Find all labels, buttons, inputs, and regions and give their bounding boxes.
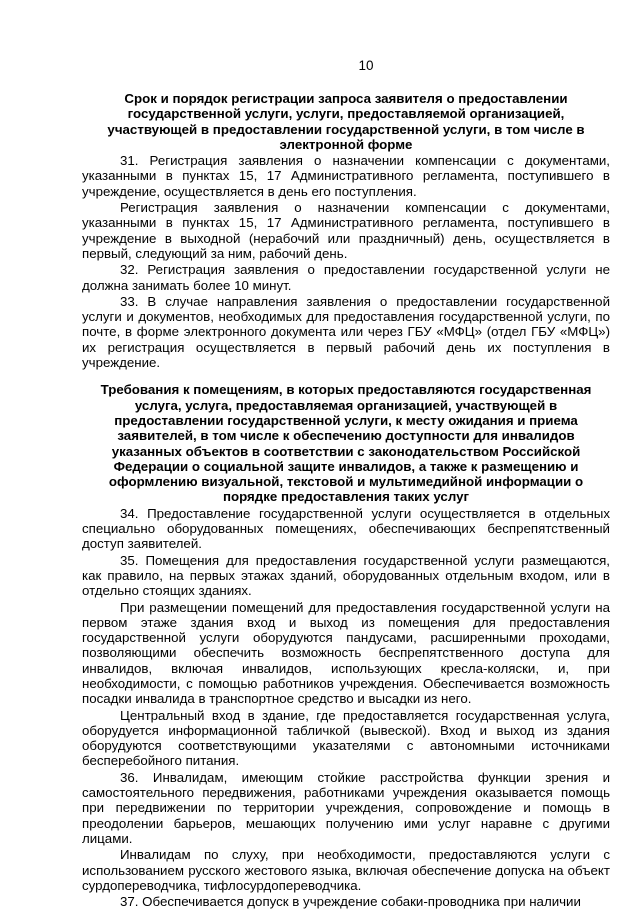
section-heading-premises: Требования к помещениям, в которых предоставляются государственная услуга, услуга, предоставляемая организацией, участвующей в предоставлении государственной услуги, к месту ожидания и приема заявителей, в том числе к обеспечению доступности для инвалидов указанных объектов в соответствии с законодательством Российской Федерации о социальной защите инвалидов, а также к размещению и оформлению визуальной, текстовой и мультимедийной информации о порядке предоставления таких услуг <box>100 382 592 505</box>
paragraph-32: 32. Регистрация заявления о предоставлении государственной услуги не должна занимать более 10 минут. <box>82 262 610 293</box>
paragraph-35-ground-floor: При размещении помещений для предоставления государственной услуги на первом этаже здания вход и выход из помещения для предоставления государственной услуги оборудуются пандусами, расширенными проходами, позволяющими обеспечить возможность беспрепятственного доступа для инвалидов, включая инвалидов, использующих кресла-коляски, и, при необходимости, с помощью работников учреждения. Обеспечивается возможность посадки инвалида в транспортное средство и высадки из него. <box>82 599 610 707</box>
paragraph-36: 36. Инвалидам, имеющим стойкие расстройства функции зрения и самостоятельного передвижения, работниками учреждения оказывается помощь при передвижении по территории учреждения, сопровождение и помощь в преодолении барьеров, мешающих получению ими услуг наравне с другими лицами. <box>82 769 610 846</box>
paragraph-31: 31. Регистрация заявления о назначении компенсации с документами, указанными в пунктах 15, 17 Административного регламента, поступившего в учреждение, осуществляется в день его поступления. <box>82 153 610 199</box>
paragraph-35: 35. Помещения для предоставления государственной услуги размещаются, как правило, на первых этажах зданий, оборудованных отдельным входом, или в отдельно стоящих зданиях. <box>82 552 610 599</box>
paragraph-36-hearing: Инвалидам по слуху, при необходимости, предоставляются услуги с использованием русского жестового языка, включая обеспечение допуска на объект сурдопереводчика, тифлосурдопереводчика. <box>82 847 610 893</box>
paragraph-31-holiday: Регистрация заявления о назначении компенсации с документами, указанными в пунктах 15, 17 Административного регламента, поступившего в учреждение в выходной (нерабочий или праздничный) день, осуществляется в первый, следующий за ним, рабочий день. <box>82 200 610 261</box>
paragraph-37: 37. Обеспечивается допуск в учреждение собаки-проводника при наличии <box>120 894 581 909</box>
page-number: 10 <box>358 58 374 73</box>
paragraph-35-central-entrance: Центральный вход в здание, где предоставляется государственная услуга, оборудуется информационной табличкой (вывеской). Вход и выход из здания оборудуются соответствующими указателями с автономными источниками бесперебойного питания. <box>82 707 610 769</box>
paragraph-33: 33. В случае направления заявления о предоставлении государственной услуги и документов, необходимых для предоставления государственной услуги, по почте, в форме электронного документа или через ГБУ «МФЦ» (отдел ГБУ «МФЦ») их регистрация осуществляется в первый рабочий день их поступления в учреждение. <box>82 293 610 371</box>
paragraph-34: 34. Предоставление государственной услуги осуществляется в отдельных специально оборудованных помещениях, обеспечивающих беспрепятственный доступ заявителей. <box>82 505 610 552</box>
section-heading-registration: Срок и порядок регистрации запроса заявителя о предоставлении государственной услуги, услуги, предоставляемой организацией, участвующей в предоставлении государственной услуги, в том числе в электронной форме <box>107 91 585 152</box>
